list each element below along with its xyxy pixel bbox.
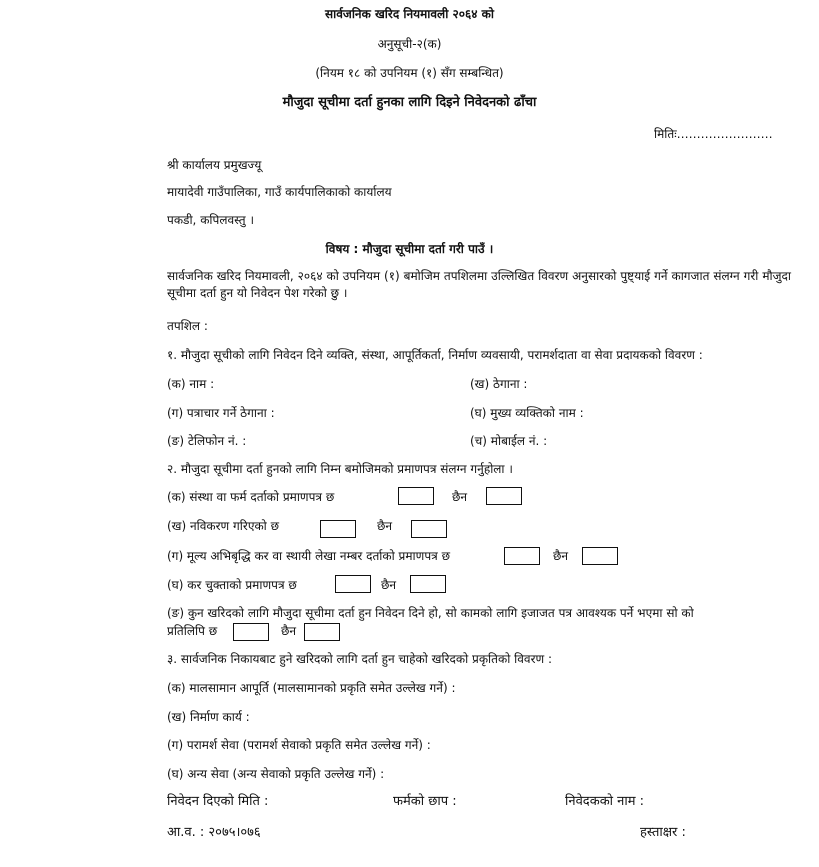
application-date-label: निवेदन दिएको मिति : [167, 794, 269, 809]
vat-pan-label: (ग) मूल्य अभिबृद्धि कर वा स्थायी लेखा नम्बर दर्ताको प्रमाणपत्र छ [167, 549, 451, 563]
firm-stamp-label: फर्मको छाप : [393, 794, 457, 809]
annex-label: अनुसूची-२(क) [377, 37, 442, 51]
office-line: मायादेवी गाउँपालिका, गाउँ कार्यपालिकाको कार्यालय [167, 185, 392, 199]
location-line: पकडी, कपिलवस्तु । [167, 213, 255, 227]
vat-pan-no-label: छैन [553, 549, 569, 563]
details-label: तपशिल : [167, 319, 208, 333]
renewal-yes-box[interactable] [320, 520, 356, 538]
mobile-label: (च) मोबाईल नं. : [470, 434, 548, 448]
renewal-label: (ख) नविकरण गरिएको छ [167, 519, 280, 533]
vat-pan-yes-box[interactable] [504, 547, 540, 565]
intro-paragraph: सार्वजनिक खरिद नियमावली, २०६४ को उपनियम (१) बमोजिम तपशिलमा उल्लिखित विवरण अनुसारको पुष्ट्याई गर्ने कागजात संलग्न गरी मौजुदा सूचीमा दर्ता हुन यो निवेदन पेश गरेको छु । [167, 269, 791, 300]
address-field-label: (ख) ठेगाना : [470, 377, 528, 391]
vat-pan-no-box[interactable] [582, 547, 618, 565]
cert-registration-label: (क) संस्था वा फर्म दर्ताको प्रमाणपत्र छ [167, 490, 335, 504]
date-field: मितिः…………………… [654, 127, 773, 141]
other-service-label: (घ) अन्य सेवा (अन्य सेवाको प्रकृति उल्लेख गर्ने) : [167, 767, 385, 781]
section1-heading: १. मौजुदा सूचीको लागि निवेदन दिने व्यक्ति, संस्था, आपूर्तिकर्ता, निर्माण व्यवसायी, परामर्शदाता वा सेवा प्रदायकको विवरण : [167, 348, 703, 362]
subject-line: विषय : मौजुदा सूचीमा दर्ता गरी पाउँ । [325, 242, 494, 256]
renewal-no-label: छैन [377, 519, 393, 533]
cert-registration-yes-box[interactable] [398, 487, 434, 505]
tax-clearance-no-label: छैन [381, 578, 397, 592]
addressee-line: श्री कार्यालय प्रमुखज्यू [167, 158, 262, 172]
section2-heading: २. मौजुदा सूचीमा दर्ता हुनको लागि निम्न बमोजिमको प्रमाणपत्र संलग्न गर्नुहोला । [167, 462, 513, 476]
license-copy-yes-box[interactable] [233, 623, 269, 641]
license-copy-no-box[interactable] [304, 623, 340, 641]
applicant-name-label: निवेदकको नाम : [565, 794, 645, 809]
license-copy-text: (ङ) कुन खरिदको लागि मौजुदा सूचीमा दर्ता हुन निवेदन दिने हो, सो कामको लागि इजाजत पत्र आवश्यक पर्ने भएमा सो को [167, 606, 694, 620]
license-copy-label: प्रतिलिपि छ [167, 624, 218, 638]
goods-supply-label: (क) मालसामान आपूर्ति (मालसामानको प्रकृति समेत उल्लेख गर्ने) : [167, 681, 456, 695]
signature-label: हस्ताक्षर : [640, 825, 686, 840]
rule-title: सार्वजनिक खरिद नियमावली २०६४ को [325, 7, 494, 21]
tax-clearance-no-box[interactable] [410, 575, 446, 593]
rule-reference: (नियम १८ को उपनियम (१) सँग सम्बन्धित) [315, 66, 504, 80]
form-title: मौजुदा सूचीमा दर्ता हुनका लागि दिइने निवेदनको ढाँचा [282, 95, 537, 110]
cert-registration-no-box[interactable] [486, 487, 522, 505]
license-copy-no-label: छैन [281, 624, 297, 638]
chief-name-label: (घ) मुख्य व्यक्तिको नाम : [470, 406, 584, 420]
consulting-service-label: (ग) परामर्श सेवा (परामर्श सेवाको प्रकृति समेत उल्लेख गर्ने) : [167, 738, 431, 752]
fiscal-year-label: आ.व. : २०७५।०७६ [167, 825, 261, 840]
name-field-label: (क) नाम : [167, 377, 215, 391]
tax-clearance-label: (घ) कर चुक्ताको प्रमाणपत्र छ [167, 578, 297, 592]
postal-address-label: (ग) पत्राचार गर्ने ठेगाना : [167, 406, 275, 420]
tax-clearance-yes-box[interactable] [335, 575, 371, 593]
renewal-no-box[interactable] [411, 520, 447, 538]
section3-heading: ३. सार्वजनिक निकायबाट हुने खरिदको लागि दर्ता हुन चाहेको खरिदको प्रकृतिको विवरण : [167, 652, 553, 666]
cert-registration-no-label: छैन [452, 490, 468, 504]
construction-work-label: (ख) निर्माण कार्य : [167, 710, 250, 724]
telephone-label: (ङ) टेलिफोन नं. : [167, 434, 247, 448]
